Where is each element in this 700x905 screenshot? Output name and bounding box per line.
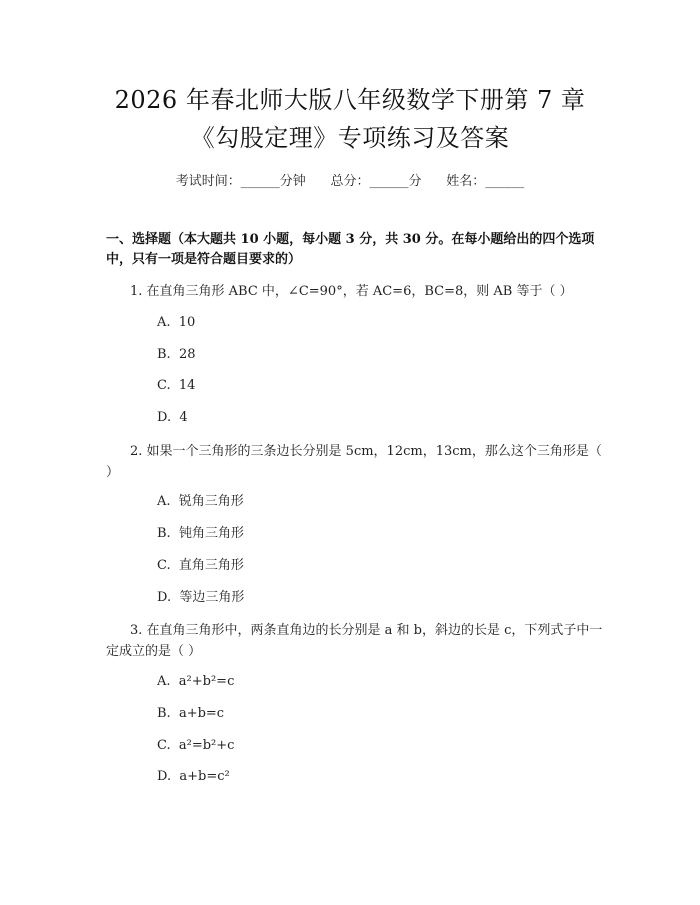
question-1-stem: 1. 在直角三角形 ABC 中，∠C=90°，若 AC=6，BC=8，则 AB 等于（ ） [130, 284, 573, 299]
question-2-option-b: B. 钝角三角形 [157, 526, 244, 541]
question-3-option-b: B. a+b=c [157, 706, 225, 721]
question-3-option-c: C. a²=b²+c [157, 738, 235, 753]
section-heading-multiple-choice: 一、选择题（本大题共 10 小题，每小题 3 分，共 30 分。在每小题给出的四个选项中，只有一项是符合题目要求的） [106, 232, 595, 267]
question-1-option-b: B. 28 [157, 347, 196, 362]
question-2-option-a: A. 锐角三角形 [157, 494, 244, 509]
question-2-option-c: C. 直角三角形 [157, 558, 244, 573]
question-3-stem: 3. 在直角三角形中，两条直角边的长分别是 a 和 b，斜边的长是 c，下列式子中一定成立的是（ ） [106, 623, 603, 659]
question-2-option-d: D. 等边三角形 [157, 590, 245, 605]
question-1-option-c: C. 14 [157, 378, 196, 393]
document-title-line1: 2026 年春北师大版八年级数学下册第 7 章 [114, 86, 586, 114]
exam-info-line: 考试时间：______分钟 总分：______分 姓名：______ [175, 174, 525, 189]
document-title-line2: 《勾股定理》专项练习及答案 [190, 124, 510, 152]
question-1-option-a: A. 10 [157, 315, 196, 330]
question-3-option-a: A. a²+b²=c [157, 674, 235, 689]
question-2-stem: 2. 如果一个三角形的三条边长分别是 5cm，12cm，13cm，那么这个三角形是（ ） [106, 444, 602, 480]
question-1-option-d: D. 4 [157, 410, 188, 425]
question-3-option-d: D. a+b=c² [157, 769, 230, 784]
